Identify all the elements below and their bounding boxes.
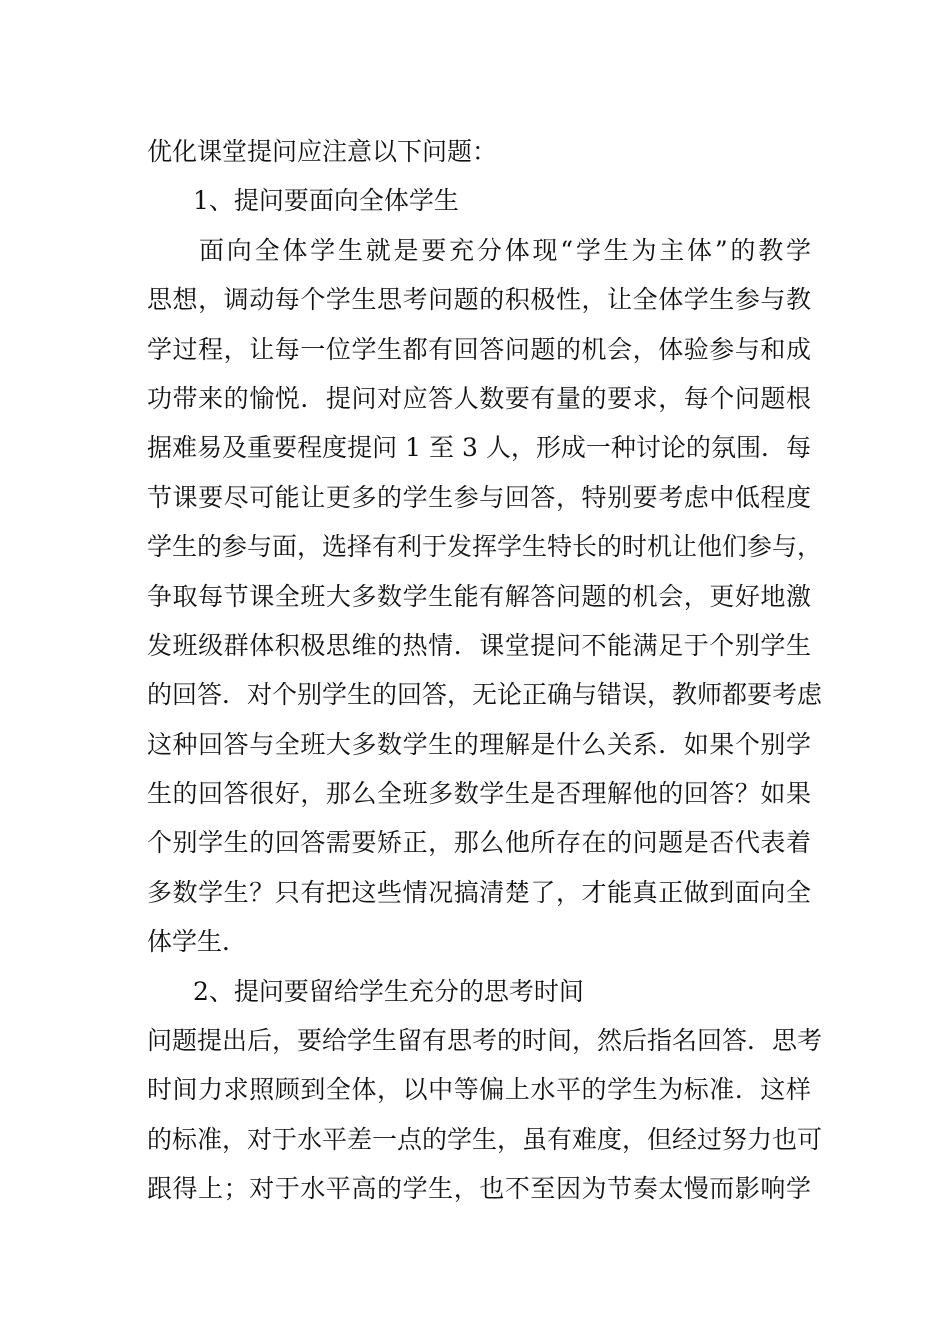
paragraph-line: 功带来的愉悦．提问对应答人数要有量的要求，每个问题根	[147, 383, 811, 413]
paragraph-line: 个别学生的回答需要矫正，那么他所存在的问题是否代表着	[147, 828, 811, 858]
paragraph-line: 生的回答很好，那么全班多数学生是否理解他的回答？如果	[147, 779, 811, 809]
paragraph-line: 据难易及重要程度提问 1 至 3 人，形成一种讨论的氛围．每	[147, 433, 811, 463]
paragraph-line: 争取每节课全班大多数学生能有解答问题的机会，更好地激	[147, 581, 811, 611]
paragraph-line: 的标准，对于水平差一点的学生，虽有难度，但经过努力也可	[147, 1124, 823, 1154]
paragraph-line: 问题提出后，要给学生留有思考的时间，然后指名回答．思考	[147, 1026, 823, 1056]
paragraph-line: 这种回答与全班大多数学生的理解是什么关系．如果个别学	[147, 729, 811, 759]
document-body	[147, 127, 823, 1214]
paragraph-line: 跟得上；对于水平高的学生，也不至因为节奏太慢而影响学	[147, 1174, 811, 1204]
paragraph-line: 时间力求照顾到全体，以中等偏上水平的学生为标准．这样	[147, 1075, 811, 1105]
section-heading-1: 1、提问要面向全体学生	[193, 186, 459, 216]
paragraph-line: 学过程，让每一位学生都有回答问题的机会，体验参与和成	[147, 334, 811, 364]
section-heading-2: 2、提问要留给学生充分的思考时间	[193, 976, 584, 1006]
intro-line: 优化课堂提问应注意以下问题：	[147, 137, 498, 166]
paragraph-line: 发班级群体积极思维的热情．课堂提问不能满足于个别学生	[147, 630, 811, 660]
paragraph-line: 多数学生？只有把这些情况搞清楚了，才能真正做到面向全	[147, 877, 811, 907]
paragraph-line: 节课要尽可能让更多的学生参与回答，特别要考虑中低程度	[147, 482, 811, 512]
paragraph-line: 的回答．对个别学生的回答，无论正确与错误，教师都要考虑	[147, 680, 823, 710]
paragraph-line: 学生的参与面，选择有利于发挥学生特长的时机让他们参与，	[147, 532, 823, 562]
paragraph-line: 体学生．	[147, 927, 248, 957]
paragraph-line: 面向全体学生就是要充分体现“学生为主体”的教学	[199, 235, 811, 265]
paragraph-line: 思想，调动每个学生思考问题的积极性，让全体学生参与教	[147, 285, 811, 315]
